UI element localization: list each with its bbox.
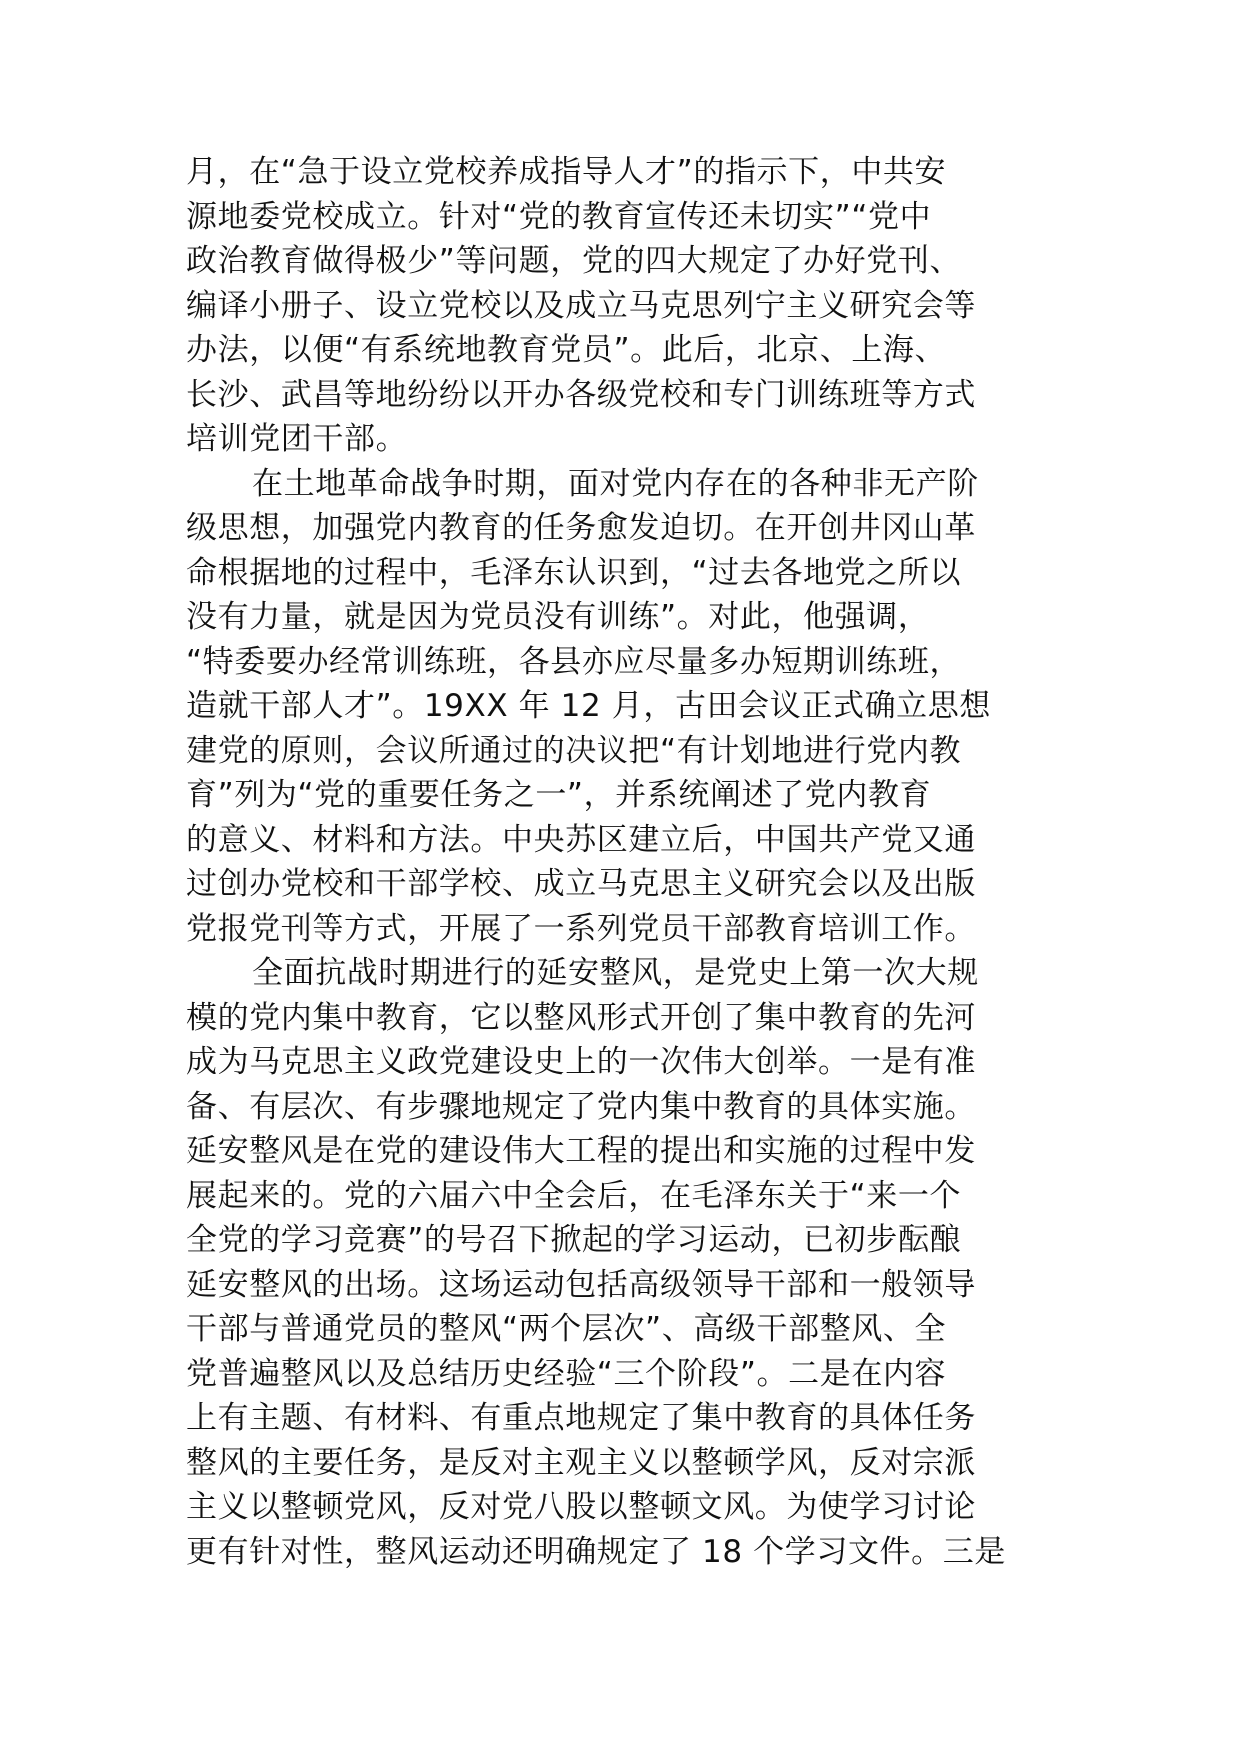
- text-line: 办法，以便“有系统地教育党员”。此后，北京、上海、: [186, 332, 947, 368]
- text-line: 主义以整顿党风，反对党八股以整顿文风。为使学习讨论: [186, 1489, 976, 1525]
- text-line: 延安整风是在党的建设伟大工程的提出和实施的过程中发: [186, 1133, 976, 1169]
- text-line: 编译小册子、设立党校以及成立马克思列宁主义研究会等: [186, 287, 976, 324]
- text-line: 展起来的。党的六届六中全会后，在毛泽东关于“来一个: [186, 1177, 962, 1214]
- text-line: 模的党内集中教育，它以整风形式开创了集中教育的先河: [186, 999, 976, 1036]
- text-line: 育”列为“党的重要任务之一”，并系统阐述了党内教育: [186, 777, 932, 813]
- text-line: 全面抗战时期进行的延安整风，是党史上第一次大规: [252, 955, 979, 991]
- text-line: 全党的学习竞赛”的号召下掀起的学习运动，已初步酝酿: [186, 1222, 962, 1258]
- text-line: 更有针对性，整风运动还明确规定了 18 个学习文件。三是: [186, 1533, 1006, 1570]
- text-line: 造就干部人才”。19XX 年 12 月，古田会议正式确立思想: [186, 688, 991, 724]
- text-line: 级思想，加强党内教育的任务愈发迫切。在开创井冈山革: [186, 510, 976, 546]
- text-line: 培训党团干部。: [186, 421, 408, 457]
- text-line: 成为马克思主义政党建设史上的一次伟大创举。一是有准: [186, 1044, 976, 1080]
- text-line: 长沙、武昌等地纷纷以开办各级党校和专门训练班等方式: [186, 376, 976, 413]
- text-line: 在土地革命战争时期，面对党内存在的各种非无产阶: [252, 465, 979, 502]
- text-line: 的意义、材料和方法。中央苏区建立后，中国共产党又通: [186, 821, 976, 858]
- text-line: 干部与普通党员的整风“两个层次”、高级干部整风、全: [186, 1311, 947, 1347]
- text-line: 备、有层次、有步骤地规定了党内集中教育的具体实施。: [186, 1088, 976, 1125]
- text-line: 整风的主要任务，是反对主观主义以整顿学风，反对宗派: [186, 1444, 976, 1481]
- text-line: 上有主题、有材料、有重点地规定了集中教育的具体任务: [186, 1400, 976, 1436]
- text-line: 源地委党校成立。针对“党的教育宣传还未切实”“党中: [186, 198, 932, 235]
- text-line: 没有力量，就是因为党员没有训练”。对此，他强调，: [186, 599, 930, 635]
- text-line: 命根据地的过程中，毛泽东认识到，“过去各地党之所以: [186, 554, 962, 591]
- text-line: 延安整风的出场。这场运动包括高级领导干部和一般领导: [186, 1266, 976, 1303]
- text-line: “特委要办经常训练班，各县亦应尽量多办短期训练班，: [186, 643, 962, 680]
- text-line: 党报党刊等方式，开展了一系列党员干部教育培训工作。: [186, 910, 976, 947]
- text-line: 建党的原则，会议所通过的决议把“有计划地进行党内教: [186, 732, 962, 769]
- text-line: 政治教育做得极少”等问题，党的四大规定了办好党刊、: [186, 243, 962, 279]
- text-line: 月，在“急于设立党校养成指导人才”的指示下，中共安: [186, 154, 947, 190]
- text-line: 过创办党校和干部学校、成立马克思主义研究会以及出版: [186, 866, 976, 902]
- text-line: 党普遍整风以及总结历史经验“三个阶段”。二是在内容: [186, 1355, 947, 1392]
- document-body-text: [186, 150, 1054, 1574]
